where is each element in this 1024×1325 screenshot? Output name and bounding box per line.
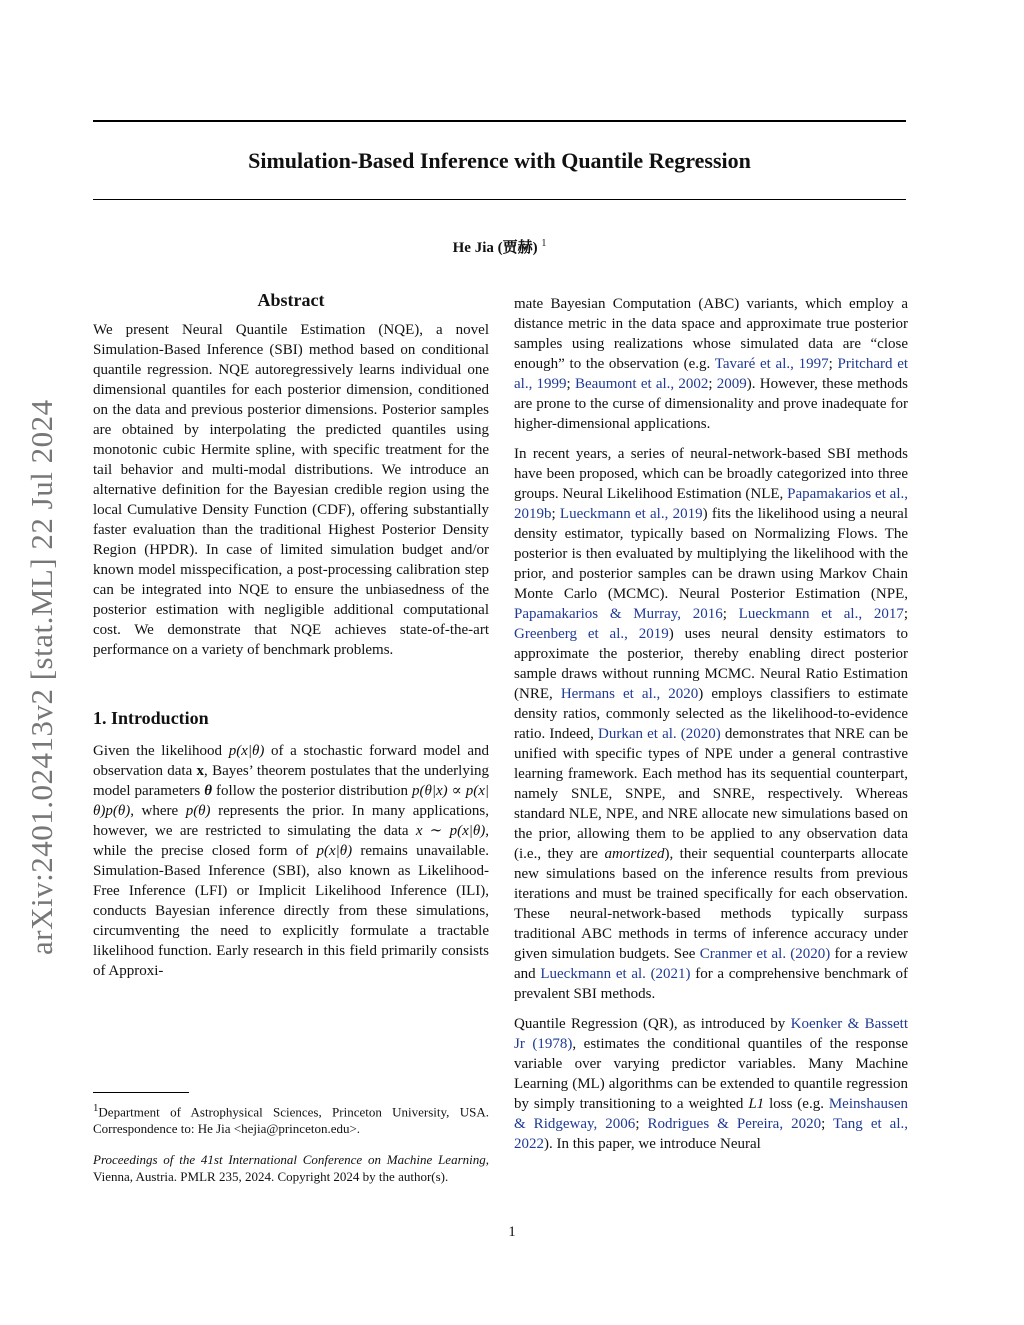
footnote-proceedings: Proceedings of the 41st International Conference on Machine Learning, Vienna, Austria. PMLR 235, 2024. Copyright 2024 by the author(s). bbox=[93, 1152, 489, 1185]
math-theta: θ bbox=[204, 783, 213, 799]
math-likelihood-2: p(x|θ) bbox=[316, 843, 353, 859]
citation-link[interactable]: Lueckmann et al. (2021) bbox=[540, 966, 691, 982]
footnote-block bbox=[93, 1092, 489, 1185]
abstract-text: We present Neural Quantile Estimation (NQE), a novel Simulation-Based Inference (SBI) method based on conditional quantile regression. NQE autoregressively learns individual one dimensional quantiles for each posterior dimension, conditioned on the data and previous posterior dimensions. Posterior samples are obtained by interpolating the predicted quantiles using monotonic cubic Hermite spline, with specific treatment for the tail behavior and multi-modal distributions. We introduce an alternative definition for the Bayesian credible region using the local Cumulative Density Function (CDF), offering substantially faster evaluation than the traditional Highest Posterior Density Region (HPDR). In case of limited simulation budget and/or known model misspecification, a post-processing calibration step can be integrated into NQE to ensure the unbiasedness of the posterior estimation with negligible additional computational cost. We demonstrate that NQE achieves state-of-the-art performance on a variety of benchmark problems. bbox=[93, 322, 489, 658]
citation-link[interactable]: Pritchard et al., 1999 bbox=[514, 356, 909, 392]
left-column bbox=[93, 290, 489, 981]
author-line bbox=[93, 236, 906, 257]
citation-link[interactable]: Durkan et al. (2020) bbox=[598, 726, 721, 742]
title-top-rule bbox=[93, 120, 906, 122]
right-column bbox=[514, 294, 908, 1154]
citation-link[interactable]: Koenker & Bassett Jr (1978) bbox=[514, 1016, 909, 1052]
quantile-regression-paragraph: Quantile Regression (QR), as introduced by Koenker & Bassett Jr (1978), estimates the conditional quantiles of the response variable over varying predictor variables. Many Machine Learning (ML) algorithms can be extended to quantile regression by simply transitioning to a weighted L1 loss (e.g. Meinshausen & Ridgeway, 2006; Rodrigues & Pereira, 2020; Tang et al., 2022). In this paper, we introduce Neural bbox=[514, 1016, 909, 1152]
citation-link[interactable]: Rodrigues & Pereira, 2020 bbox=[647, 1116, 822, 1132]
citation-link[interactable]: Lueckmann et al., 2019 bbox=[559, 506, 703, 522]
introduction-heading: 1. Introduction bbox=[93, 708, 209, 728]
introduction-paragraph: Given the likelihood p(x|θ) of a stochastic forward model and observation data x, Bayes’ theorem postulates that the underlying model parameters θ follow the posterior distribution p(θ|x) ∝ p(x|θ)p(θ), where p(θ) represents the prior. In many applications, however, we are restricted to simulating the data x ∼ p(x|θ), while the precise closed form of p(x|θ) remains unavailable. Simulation-Based Inference (SBI), also known as Likelihood-Free Inference (LFI) or Implicit Likelihood Inference (ILI), conducts Bayesian inference directly from these simulations, circumventing the need to explicitly formulate a tractable likelihood function. Early research in this field primarily consists of Approxi- bbox=[93, 743, 490, 979]
math-x: x bbox=[196, 763, 205, 779]
abc-paragraph: mate Bayesian Computation (ABC) variants, which employ a distance metric in the data space and approximate true posterior samples using realizations whose simulated data are “close enough” to the observation (e.g. Tavaré et al., 1997; Pritchard et al., 1999; Beaumont et al., 2002; 2009). However, these methods are prone to the curse of dimensionality and prove inadequate for higher-dimensional applications. bbox=[514, 296, 909, 432]
citation-link[interactable]: Lueckmann et al., 2017 bbox=[738, 606, 904, 622]
page-number: 1 bbox=[508, 1224, 516, 1240]
citation-link[interactable]: Hermans et al., 2020 bbox=[560, 686, 699, 702]
abstract-heading: Abstract bbox=[257, 290, 325, 310]
citation-link[interactable]: Meinshausen & Ridgeway, 2006 bbox=[514, 1096, 908, 1132]
citation-link[interactable]: Beaumont et al., 2002 bbox=[574, 376, 709, 392]
citation-link[interactable]: Papamakarios & Murray, 2016 bbox=[514, 606, 723, 622]
author-name: He Jia (贾赫) bbox=[452, 240, 538, 256]
arxiv-sidebar-stamp: arXiv:2401.02413v2 [stat.ML] 22 Jul 2024 bbox=[24, 399, 59, 955]
citation-link[interactable]: Tang et al., 2022 bbox=[514, 1116, 908, 1152]
citation-link[interactable]: 2009 bbox=[716, 376, 747, 392]
neural-sbi-paragraph: In recent years, a series of neural-network-based SBI methods have been proposed, which can be broadly categorized into three groups. Neural Likelihood Estimation (NLE, Papamakarios et al., 2019b; Lueckmann et al., 2019) fits the likelihood using a neural density estimator, typically based on Normalizing Flows. The posterior is then evaluated by multiplying the likelihood with the prior, and posterior samples can be drawn using Markov Chain Monte Carlo (MCMC). Neural Posterior Estimation (NPE, Papamakarios & Murray, 2016; Lueckmann et al., 2017; Greenberg et al., 2019) uses neural density estimators to approximate the posterior, thereby enabling direct posterior sample draws without running MCMC. Neural Ratio Estimation (NRE, Hermans et al., 2020) employs classifiers to estimate density ratios, commonly selected as the likelihood-to-evidence ratio. Indeed, Durkan et al. (2020) demonstrates that NRE can be unified with specific types of NPE under a general contrastive learning framework. Each method has its sequential counterpart, namely SNLE, SNPE, and SNRE, respectively. Whereas standard NLE, NPE, and NRE allocate new simulations based on the prior, allowing them to be applied to any observation data (i.e., they are amortized), their sequential counterparts allocate new simulations based on the inference results from previous iterations and must be trained specifically for each observation. These neural-network-based methods typically surpass traditional ABC methods in terms of inference accuracy under given simulation budgets. See Cranmer et al. (2020) for a review and Lueckmann et al. (2021) for a comprehensive benchmark of prevalent SBI methods. bbox=[514, 446, 908, 1002]
citation-link[interactable]: Papamakarios et al., 2019b bbox=[514, 486, 908, 522]
math-prior: p(θ) bbox=[185, 803, 211, 819]
math-bayes: p(θ|x) ∝ p(x|θ)p(θ) bbox=[93, 783, 490, 819]
math-sample: x ∼ p(x|θ) bbox=[415, 823, 486, 839]
title-bottom-rule bbox=[93, 199, 906, 200]
footnote-rule bbox=[93, 1092, 189, 1093]
citation-link[interactable]: Cranmer et al. (2020) bbox=[699, 946, 831, 962]
author-affiliation-mark: 1 bbox=[541, 238, 547, 249]
citation-link[interactable]: Greenberg et al., 2019 bbox=[514, 626, 669, 642]
math-l1: L1 bbox=[748, 1096, 765, 1112]
footnote-affiliation: $^1$Department of Astrophysical Sciences, Princeton University, USA. Correspondence to: He Jia <hejia@princeton.edu>. bbox=[93, 1102, 489, 1137]
paper-title: Simulation-Based Inference with Quantile Regression bbox=[248, 148, 751, 173]
citation-link[interactable]: Tavaré et al., 1997 bbox=[714, 356, 829, 372]
math-likelihood: p(x|θ) bbox=[228, 743, 265, 759]
